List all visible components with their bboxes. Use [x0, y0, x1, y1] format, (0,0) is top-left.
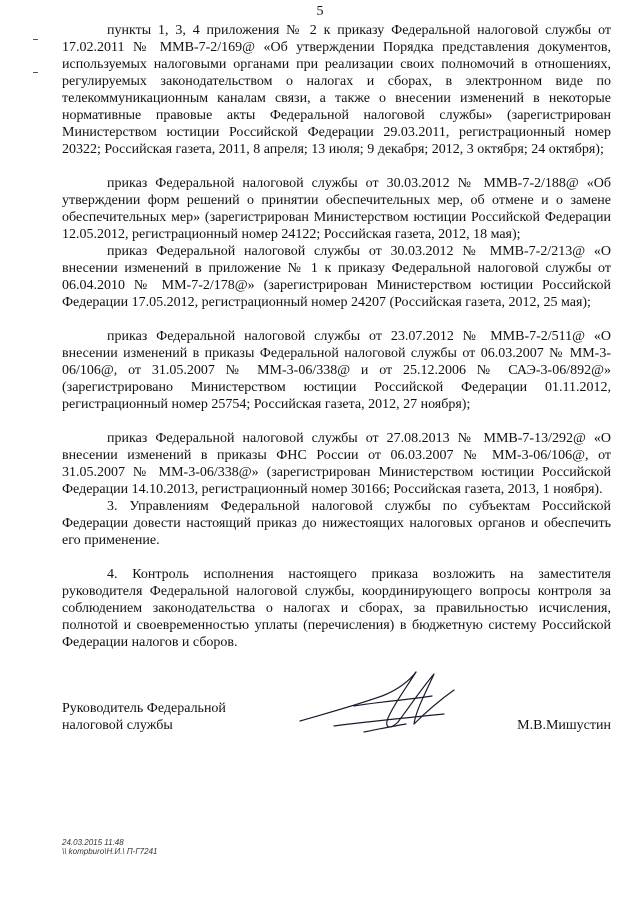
- footer-date: 24.03.2015 11:48: [62, 838, 124, 847]
- paragraph-repealed-order-169: пункты 1, 3, 4 приложения № 2 к приказу Федеральной налоговой службы от 17.02.2011 № ММВ-7-2/169@ «Об утверждении Порядка представления документов, используемых налоговыми органами при реализации своих полномочий в отношениях, регулируемых законодательством о налогах и сборах, в электронном виде по телекоммуникационным каналам связи, а также о внесении изменений в некоторые нормативные правовые акты Федеральной налоговой службы» (зарегистрирован Министерством юстиции Российской Федерации 29.03.2011, регистрационный номер 20322; Российская газета, 2011, 8 апреля; 13 июля; 9 декабря; 2012, 3 октября; 24 октября);: [62, 23, 611, 157]
- margin-mark: [33, 39, 38, 40]
- page-number: 5: [316, 4, 324, 19]
- paragraph-repealed-order-188: приказ Федеральной налоговой службы от 30.03.2012 № ММВ-7-2/188@ «Об утверждении форм решений о принятии обеспечительных мер, об отмене и о замене обеспечительных мер» (зарегистрирован Министерством юстиции Российской Федерации 12.05.2012, регистрационный номер 24122; Российская газета, 2012, 18 мая);: [62, 176, 611, 242]
- signer-title: [62, 700, 262, 734]
- paragraph-repealed-order-511: приказ Федеральной налоговой службы от 23.07.2012 № ММВ-7-2/511@ «О внесении изменений в приказы Федеральной налоговой службы от 06.03.2007 № ММ-3-06/106@, от 31.05.2007 № ММ-3-06/338@ и от 25.12.2006 № САЭ-3-06/892@» (зарегистрировано Министерством юстиции Российской Федерации 01.11.2012, регистрационный номер 25754; Российская газета, 2012, 27 ноября);: [62, 329, 611, 412]
- paragraph-repealed-order-292: приказ Федеральной налоговой службы от 27.08.2013 № ММВ-7-13/292@ «О внесении изменений в приказы ФНС России от 06.03.2007 № ММ-3-06/106@, от 31.05.2007 № ММ-3-06/338@» (зарегистрирован Министерством юстиции Российской Федерации 14.10.2013, регистрационный номер 30166; Российская газета, 2013, 1 ноября).: [62, 431, 611, 497]
- handwritten-signature: [294, 666, 464, 746]
- paragraph-item-3: 3. Управлениям Федеральной налоговой службы по субъектам Российской Федерации довести настоящий приказ до нижестоящих налоговых органов и обеспечить его применение.: [62, 499, 611, 548]
- signer-title-line: налоговой службы: [62, 718, 173, 733]
- signature-block: [62, 700, 611, 750]
- paragraph-item-4: 4. Контроль исполнения настоящего приказа возложить на заместителя руководителя Федеральной налоговой службы, координирующего вопросы контроля за соблюдением законодательства о налогах и сборах, за правильностью исчисления, полнотой и своевременностью уплаты (перечисления) в бюджетную систему Российской Федерации налогов и сборов.: [62, 567, 611, 650]
- document-body: [62, 22, 611, 651]
- paragraph-repealed-order-213: приказ Федеральной налоговой службы от 30.03.2012 № ММВ-7-2/213@ «О внесении изменений в приложение № 1 к приказу Федеральной налоговой службы от 06.04.2010 № ММ-7-2/178@» (зарегистрирован Министерством юстиции Российской Федерации 17.05.2012, регистрационный номер 24207 (Российская газета, 2012, 25 мая);: [62, 244, 611, 310]
- margin-mark: [33, 72, 38, 73]
- footer-path: \\ kompburo\Н.И.\ П-Г7241: [62, 847, 158, 856]
- signer-title-line: Руководитель Федеральной: [62, 701, 226, 716]
- document-footer: [62, 838, 157, 856]
- signer-name: М.В.Мишустин: [517, 718, 611, 733]
